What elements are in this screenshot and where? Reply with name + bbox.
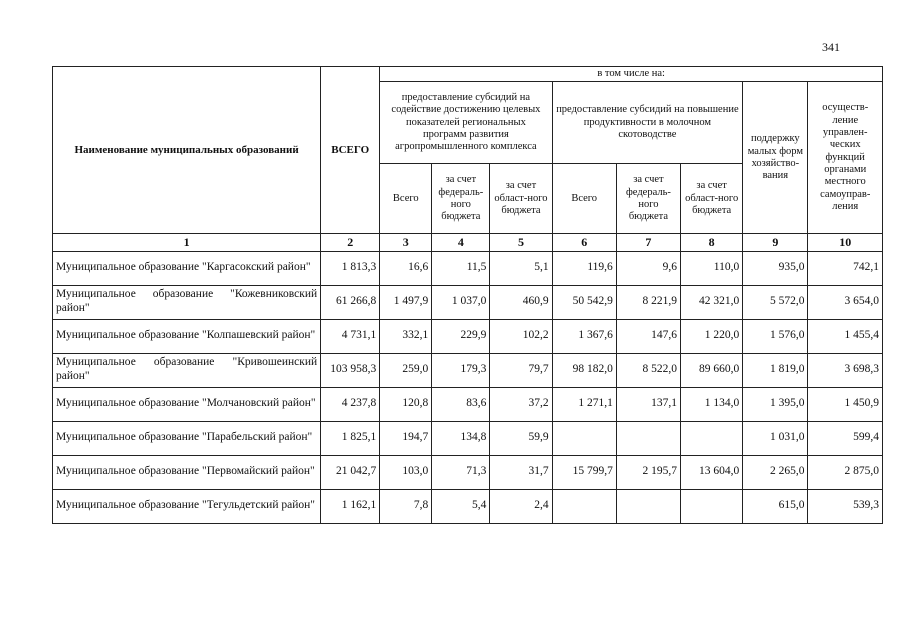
- value-cell: 8 221,9: [616, 285, 680, 319]
- value-cell: 4 237,8: [321, 387, 380, 421]
- column-number: 5: [490, 234, 552, 251]
- municipality-name: Муниципальное образование "Парабельский район": [53, 421, 321, 455]
- value-cell: 8 522,0: [616, 353, 680, 387]
- table-row: [53, 489, 883, 523]
- value-cell: 1 576,0: [743, 319, 808, 353]
- column-number-row: [53, 234, 883, 251]
- value-cell: 147,6: [616, 319, 680, 353]
- column-number: 9: [743, 234, 808, 251]
- value-cell: 89 660,0: [681, 353, 743, 387]
- table-row: [53, 387, 883, 421]
- value-cell: 615,0: [743, 489, 808, 523]
- value-cell: 1 813,3: [321, 251, 380, 285]
- column-number: 4: [432, 234, 490, 251]
- header-dairy-regional: за счет област-ного бюджета: [681, 164, 743, 234]
- column-number: 3: [380, 234, 432, 251]
- value-cell: 2 195,7: [616, 455, 680, 489]
- value-cell: 1 031,0: [743, 421, 808, 455]
- header-dairy-total: Всего: [552, 164, 616, 234]
- value-cell: 1 220,0: [681, 319, 743, 353]
- value-cell: [552, 489, 616, 523]
- value-cell: 110,0: [681, 251, 743, 285]
- value-cell: 83,6: [432, 387, 490, 421]
- header-dairy-federal: за счет федераль-ного бюджета: [616, 164, 680, 234]
- header-agro-total: Всего: [380, 164, 432, 234]
- municipality-name: Муниципальное образование "Кожевниковский район": [53, 285, 321, 319]
- value-cell: 15 799,7: [552, 455, 616, 489]
- value-cell: 935,0: [743, 251, 808, 285]
- header-including: в том числе на:: [380, 67, 883, 82]
- header-small-business: поддержку малых форм хозяйство-вания: [743, 82, 808, 234]
- value-cell: 1 037,0: [432, 285, 490, 319]
- value-cell: 1 162,1: [321, 489, 380, 523]
- table-row: [53, 285, 883, 319]
- value-cell: [616, 421, 680, 455]
- value-cell: 1 395,0: [743, 387, 808, 421]
- value-cell: 7,8: [380, 489, 432, 523]
- municipality-name: Муниципальное образование "Кривошеинский район": [53, 353, 321, 387]
- value-cell: [552, 421, 616, 455]
- value-cell: 539,3: [808, 489, 883, 523]
- value-cell: 119,6: [552, 251, 616, 285]
- header-group-agro: предоставление субсидий на содействие достижению целевых показателей региональных программ развития агропромышленного комплекса: [380, 82, 552, 164]
- value-cell: 13 604,0: [681, 455, 743, 489]
- value-cell: 194,7: [380, 421, 432, 455]
- value-cell: 50 542,9: [552, 285, 616, 319]
- value-cell: 599,4: [808, 421, 883, 455]
- column-number: 1: [53, 234, 321, 251]
- value-cell: 229,9: [432, 319, 490, 353]
- value-cell: 4 731,1: [321, 319, 380, 353]
- value-cell: [681, 421, 743, 455]
- value-cell: 259,0: [380, 353, 432, 387]
- value-cell: [616, 489, 680, 523]
- value-cell: 742,1: [808, 251, 883, 285]
- table-header: [53, 67, 883, 252]
- value-cell: 21 042,7: [321, 455, 380, 489]
- value-cell: 61 266,8: [321, 285, 380, 319]
- value-cell: 31,7: [490, 455, 552, 489]
- value-cell: 1 450,9: [808, 387, 883, 421]
- value-cell: 332,1: [380, 319, 432, 353]
- municipality-name: Муниципальное образование "Колпашевский район": [53, 319, 321, 353]
- value-cell: [681, 489, 743, 523]
- table-row: [53, 319, 883, 353]
- column-number: 7: [616, 234, 680, 251]
- value-cell: 16,6: [380, 251, 432, 285]
- value-cell: 42 321,0: [681, 285, 743, 319]
- municipality-name: Муниципальное образование "Каргасокский район": [53, 251, 321, 285]
- municipality-name: Муниципальное образование "Молчановский район": [53, 387, 321, 421]
- value-cell: 1 819,0: [743, 353, 808, 387]
- column-number: 2: [321, 234, 380, 251]
- table-row: [53, 353, 883, 387]
- table-body: [53, 251, 883, 523]
- municipality-name: Муниципальное образование "Тегульдетский район": [53, 489, 321, 523]
- value-cell: 71,3: [432, 455, 490, 489]
- value-cell: 2 265,0: [743, 455, 808, 489]
- header-agro-federal: за счет федераль-ного бюджета: [432, 164, 490, 234]
- header-total: ВСЕГО: [321, 67, 380, 234]
- value-cell: 1 825,1: [321, 421, 380, 455]
- budget-table: [52, 66, 883, 524]
- header-group-dairy: предоставление субсидий на повышение продуктивности в молочном скотоводстве: [552, 82, 743, 164]
- value-cell: 134,8: [432, 421, 490, 455]
- value-cell: 137,1: [616, 387, 680, 421]
- value-cell: 179,3: [432, 353, 490, 387]
- value-cell: 5,4: [432, 489, 490, 523]
- value-cell: 1 497,9: [380, 285, 432, 319]
- value-cell: 98 182,0: [552, 353, 616, 387]
- column-number: 6: [552, 234, 616, 251]
- header-agro-regional: за счет област-ного бюджета: [490, 164, 552, 234]
- value-cell: 1 134,0: [681, 387, 743, 421]
- value-cell: 2 875,0: [808, 455, 883, 489]
- value-cell: 37,2: [490, 387, 552, 421]
- value-cell: 11,5: [432, 251, 490, 285]
- value-cell: 3 698,3: [808, 353, 883, 387]
- column-number: 10: [808, 234, 883, 251]
- value-cell: 460,9: [490, 285, 552, 319]
- value-cell: 1 271,1: [552, 387, 616, 421]
- value-cell: 1 367,6: [552, 319, 616, 353]
- header-name-col: Наименование муниципальных образований: [53, 67, 321, 234]
- value-cell: 102,2: [490, 319, 552, 353]
- value-cell: 59,9: [490, 421, 552, 455]
- value-cell: 103 958,3: [321, 353, 380, 387]
- value-cell: 5,1: [490, 251, 552, 285]
- value-cell: 103,0: [380, 455, 432, 489]
- value-cell: 3 654,0: [808, 285, 883, 319]
- municipality-name: Муниципальное образование "Первомайский район": [53, 455, 321, 489]
- value-cell: 5 572,0: [743, 285, 808, 319]
- value-cell: 2,4: [490, 489, 552, 523]
- table-row: [53, 421, 883, 455]
- page-number: 341: [822, 40, 840, 54]
- value-cell: 120,8: [380, 387, 432, 421]
- table-row: [53, 455, 883, 489]
- table-row: [53, 251, 883, 285]
- value-cell: 79,7: [490, 353, 552, 387]
- value-cell: 9,6: [616, 251, 680, 285]
- value-cell: 1 455,4: [808, 319, 883, 353]
- column-number: 8: [681, 234, 743, 251]
- header-local-gov: осуществ-ление управлен-ческих функций органами местного самоуправ-ления: [808, 82, 883, 234]
